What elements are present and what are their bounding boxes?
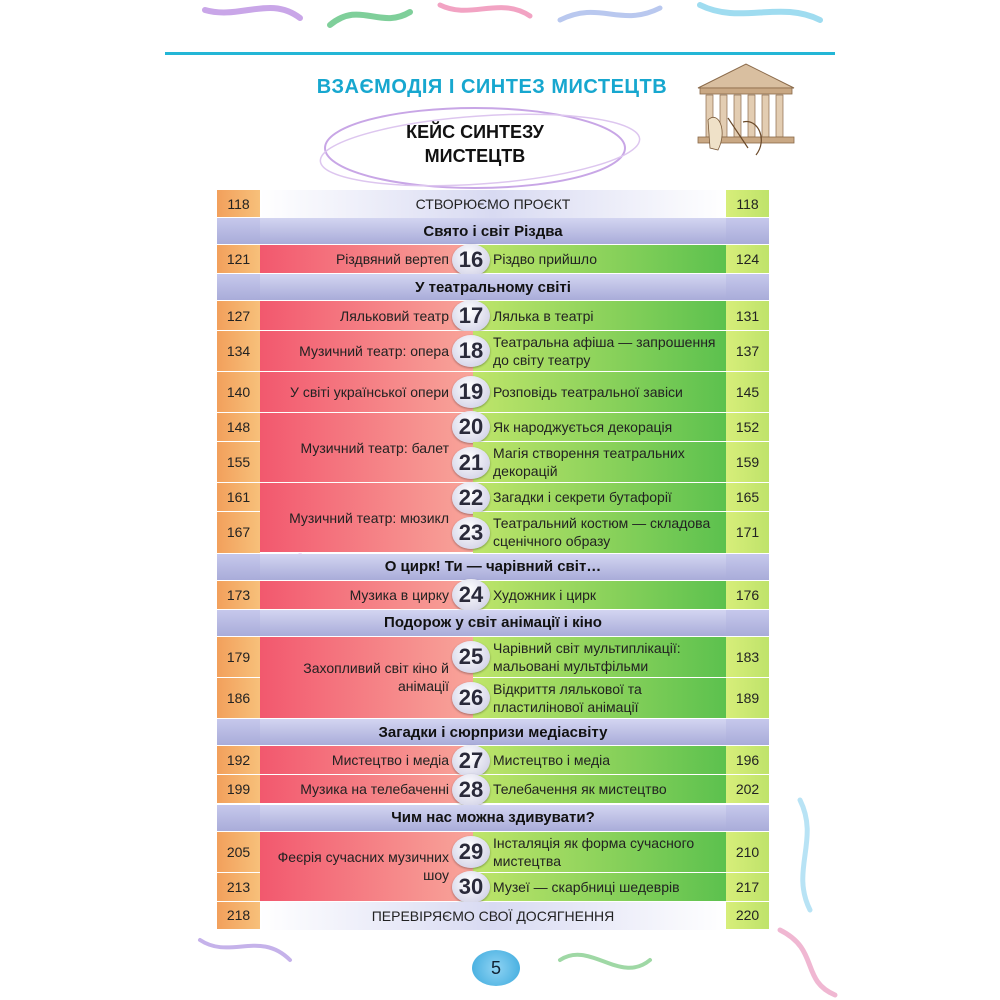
lesson-number-badge[interactable]: 29 <box>452 836 490 868</box>
page-left-number: 167 <box>217 512 260 553</box>
page-left-number: 127 <box>217 301 260 330</box>
lesson-topic-art[interactable]: Театральна афіша — запрошення до світу театру <box>473 331 726 372</box>
lesson-topic-art[interactable]: Розповідь театральної завіси <box>473 372 726 413</box>
lesson-topic-art[interactable]: Художник і цирк <box>473 581 726 610</box>
page-right-number: 176 <box>726 581 769 610</box>
section-heading: Чим нас можна здивувати? <box>260 805 726 832</box>
lesson-topic-art[interactable]: Як народжується декорація <box>473 413 726 442</box>
page-left-box <box>217 218 260 245</box>
page-left-box <box>217 805 260 832</box>
section-heading: Свято і світ Різдва <box>260 218 726 245</box>
page-left-box <box>217 610 260 637</box>
lesson-number-badge[interactable]: 30 <box>452 871 490 903</box>
page-left-number: 140 <box>217 372 260 413</box>
page-left-number: 148 <box>217 413 260 442</box>
page-right-number: 152 <box>726 413 769 442</box>
case-title: КЕЙС СИНТЕЗУ МИСТЕЦТВ <box>406 122 544 166</box>
header-rule <box>165 52 835 55</box>
lesson-topic-music[interactable]: Ляльковий театр <box>260 301 473 330</box>
page-right-number: 202 <box>726 775 769 804</box>
page-right-number: 210 <box>726 832 769 873</box>
lesson-topic-art[interactable]: Загадки і секрети бутафорії <box>473 483 726 512</box>
section-heading: У театральному світі <box>260 274 726 301</box>
page-number: 5 <box>472 950 520 986</box>
lesson-topic-art[interactable]: Відкриття лялькової та пластилінової анімації <box>473 678 726 719</box>
section-heading: Загадки і сюрпризи медіасвіту <box>260 719 726 746</box>
page-right-number: 217 <box>726 873 769 902</box>
lesson-number-badge[interactable]: 21 <box>452 447 490 479</box>
page-left-number: 161 <box>217 483 260 512</box>
lesson-topic-art[interactable]: Музеї — скарбниці шедеврів <box>473 873 726 902</box>
page-left-box: 218 <box>217 902 260 930</box>
lesson-topic-music[interactable]: Різдвяний вертеп <box>260 245 473 274</box>
page-left-box <box>217 274 260 301</box>
lesson-topic-music[interactable]: Феєрія сучасних музичних шоу <box>260 832 473 902</box>
page-right-box <box>726 274 769 301</box>
page-right-number: 145 <box>726 372 769 413</box>
page-left-box <box>217 719 260 746</box>
lesson-topic-music[interactable]: Захопливий світ кіно й анімації <box>260 637 473 719</box>
lesson-topic-music[interactable]: Музичний театр: мюзикл <box>260 483 473 553</box>
page-left-number: 121 <box>217 245 260 274</box>
page-left-number: 205 <box>217 832 260 873</box>
lesson-topic-music[interactable]: Музичний театр: опера <box>260 331 473 372</box>
lesson-number-badge[interactable]: 22 <box>452 482 490 514</box>
toc-heading: СТВОРЮЄМО ПРОЄКТ <box>260 190 726 218</box>
lesson-topic-art[interactable]: Мистецтво і медіа <box>473 746 726 775</box>
page-right-number: 137 <box>726 331 769 372</box>
lesson-number-badge[interactable]: 24 <box>452 579 490 611</box>
page-right-box <box>726 719 769 746</box>
lesson-number-badge[interactable]: 28 <box>452 774 490 806</box>
page-right-number: 124 <box>726 245 769 274</box>
lesson-topic-art[interactable]: Різдво прийшло <box>473 245 726 274</box>
lesson-topic-art[interactable]: Телебачення як мистецтво <box>473 775 726 804</box>
lesson-number-badge[interactable]: 26 <box>452 682 490 714</box>
lesson-number-badge[interactable]: 16 <box>452 244 490 276</box>
toc-heading: ПЕРЕВІРЯЄМО СВОЇ ДОСЯГНЕННЯ <box>260 902 726 930</box>
lesson-number-badge[interactable]: 18 <box>452 335 490 367</box>
lesson-topic-music[interactable]: Музика на телебаченні <box>260 775 473 804</box>
page-left-number: 213 <box>217 873 260 902</box>
section-heading: О цирк! Ти — чарівний світ… <box>260 554 726 581</box>
page-left-number: 199 <box>217 775 260 804</box>
lesson-number-badge[interactable]: 20 <box>452 411 490 443</box>
page-right-number: 183 <box>726 637 769 678</box>
page-right-box <box>726 805 769 832</box>
page-right-box <box>726 218 769 245</box>
page-right-number: 189 <box>726 678 769 719</box>
page-left-number: 173 <box>217 581 260 610</box>
section-heading: Подорож у світ анімації і кіно <box>260 610 726 637</box>
section-title: ВЗАЄМОДІЯ І СИНТЕЗ МИСТЕЦТВ <box>316 76 668 98</box>
theater-building-icon <box>688 60 804 160</box>
page-right-box <box>726 554 769 581</box>
page-left-number: 186 <box>217 678 260 719</box>
page-right-box: 118 <box>726 190 769 218</box>
page-right-box <box>726 610 769 637</box>
lesson-topic-art[interactable]: Лялька в театрі <box>473 301 726 330</box>
lesson-topic-art[interactable]: Театральний костюм — складова сценічного образу <box>473 512 726 553</box>
page-left-number: 192 <box>217 746 260 775</box>
page-left-number: 155 <box>217 442 260 483</box>
page-right-number: 159 <box>726 442 769 483</box>
lesson-topic-art[interactable]: Інсталяція як форма сучасного мистецтва <box>473 832 726 873</box>
lesson-number-badge[interactable]: 23 <box>452 517 490 549</box>
page-right-number: 131 <box>726 301 769 330</box>
lesson-number-badge[interactable]: 17 <box>452 300 490 332</box>
page-right-number: 196 <box>726 746 769 775</box>
lesson-topic-art[interactable]: Чарівний світ мультиплікації: мальовані мультфільми <box>473 637 726 678</box>
page-right-number: 171 <box>726 512 769 553</box>
page-left-box <box>217 554 260 581</box>
table-of-contents <box>217 190 769 930</box>
lesson-number-badge[interactable]: 25 <box>452 641 490 673</box>
page-right-box: 220 <box>726 902 769 930</box>
page-left-number: 179 <box>217 637 260 678</box>
page-left-box: 118 <box>217 190 260 218</box>
lesson-topic-music[interactable]: Музичний театр: балет <box>260 413 473 483</box>
lesson-topic-music[interactable]: Мистецтво і медіа <box>260 746 473 775</box>
page-left-number: 134 <box>217 331 260 372</box>
lesson-topic-music[interactable]: Музика в цирку <box>260 581 473 610</box>
lesson-number-badge[interactable]: 19 <box>452 376 490 408</box>
lesson-topic-art[interactable]: Магія створення театральних декорацій <box>473 442 726 483</box>
lesson-topic-music[interactable]: У світі української опери <box>260 372 473 413</box>
page-right-number: 165 <box>726 483 769 512</box>
lesson-number-badge[interactable]: 27 <box>452 745 490 777</box>
